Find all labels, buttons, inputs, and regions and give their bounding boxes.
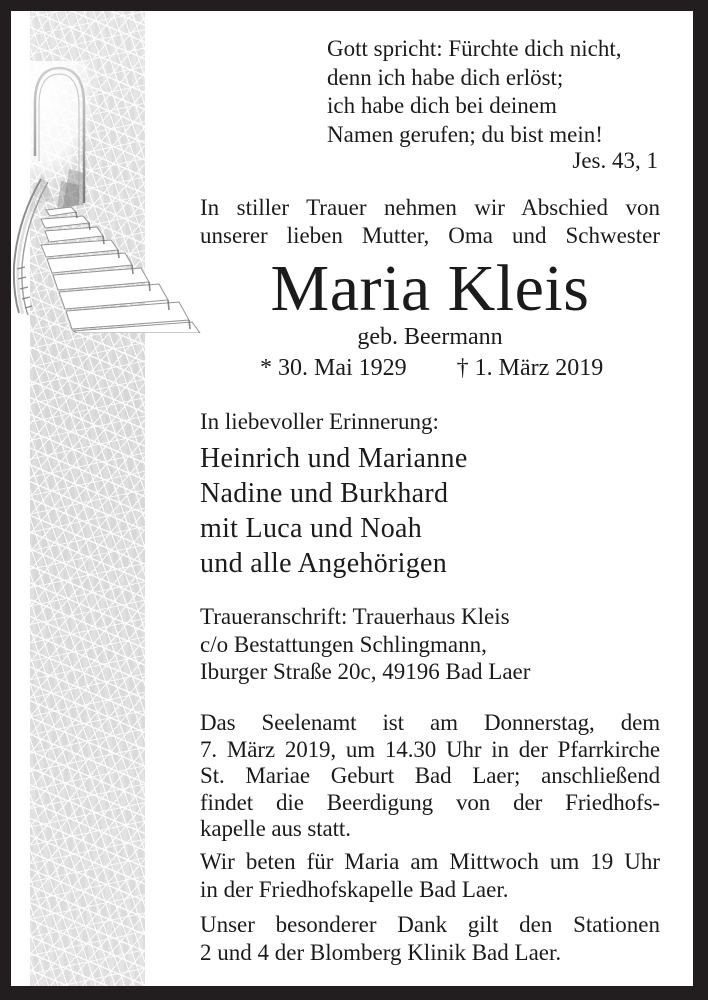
death-date: † 1. März 2019 bbox=[456, 355, 604, 381]
mourner-line: und alle Angehörigen bbox=[200, 548, 448, 579]
prayer-line: in der Friedhofskapelle Bad Laer. bbox=[200, 876, 509, 902]
mourner-line: Nadine und Burkhard bbox=[200, 478, 449, 509]
intro-line: unserer lieben Mutter, Oma und Schwester bbox=[200, 223, 660, 248]
service-info bbox=[200, 710, 660, 843]
remembrance-heading: In liebevoller Erinnerung: bbox=[200, 409, 439, 434]
thanks-line: Unser besonderer Dank gilt den Stationen bbox=[200, 912, 660, 937]
remembrance-block bbox=[200, 407, 660, 581]
service-line: kapelle aus statt. bbox=[200, 816, 351, 841]
maiden-name: geb. Beermann bbox=[357, 324, 503, 350]
deceased-name: Maria Kleis bbox=[270, 252, 590, 325]
prayer-line: Wir beten für Maria am Mittwoch um 19 Uhr bbox=[200, 849, 660, 874]
service-line: 7. März 2019, um 14.30 Uhr in der Pfarrkirche bbox=[200, 736, 660, 762]
quote-line: Namen gerufen; du bist mein! bbox=[327, 121, 603, 147]
quote-source: Jes. 43, 1 bbox=[572, 148, 658, 173]
mourner-line: Heinrich und Marianne bbox=[200, 443, 468, 474]
address-line: c/o Bestattungen Schlingmann, bbox=[200, 631, 487, 657]
mourner-line: mit Luca und Noah bbox=[200, 513, 423, 544]
address-line: Traueranschrift: Trauerhaus Kleis bbox=[200, 604, 510, 629]
life-dates bbox=[200, 354, 660, 382]
quote-line: denn ich habe dich erlöst; bbox=[327, 64, 564, 90]
birth-date: * 30. Mai 1929 bbox=[260, 355, 407, 381]
service-line: Das Seelenamt ist am Donnerstag, dem bbox=[200, 710, 660, 735]
intro-line: In stiller Trauer nehmen wir Abschied von bbox=[200, 195, 660, 220]
mourner-names bbox=[200, 441, 660, 581]
service-line: findet die Beerdigung von der Friedhofs- bbox=[200, 789, 660, 815]
stairway-to-light-sketch-icon bbox=[11, 61, 201, 333]
intro-text bbox=[200, 194, 660, 250]
prayer-info bbox=[200, 848, 660, 903]
service-line: St. Mariae Geburt Bad Laer; anschließend bbox=[200, 763, 660, 788]
quote-line: ich habe dich bei deinem bbox=[327, 93, 557, 118]
scripture-quote bbox=[327, 35, 658, 176]
mourning-address bbox=[200, 603, 660, 686]
address-line: Iburger Straße 20c, 49196 Bad Laer bbox=[200, 659, 531, 684]
quote-line: Gott spricht: Fürchte dich nicht, bbox=[327, 36, 622, 61]
thanks-line: 2 und 4 der Blomberg Klinik Bad Laer. bbox=[200, 939, 562, 965]
thanks-note bbox=[200, 911, 660, 966]
